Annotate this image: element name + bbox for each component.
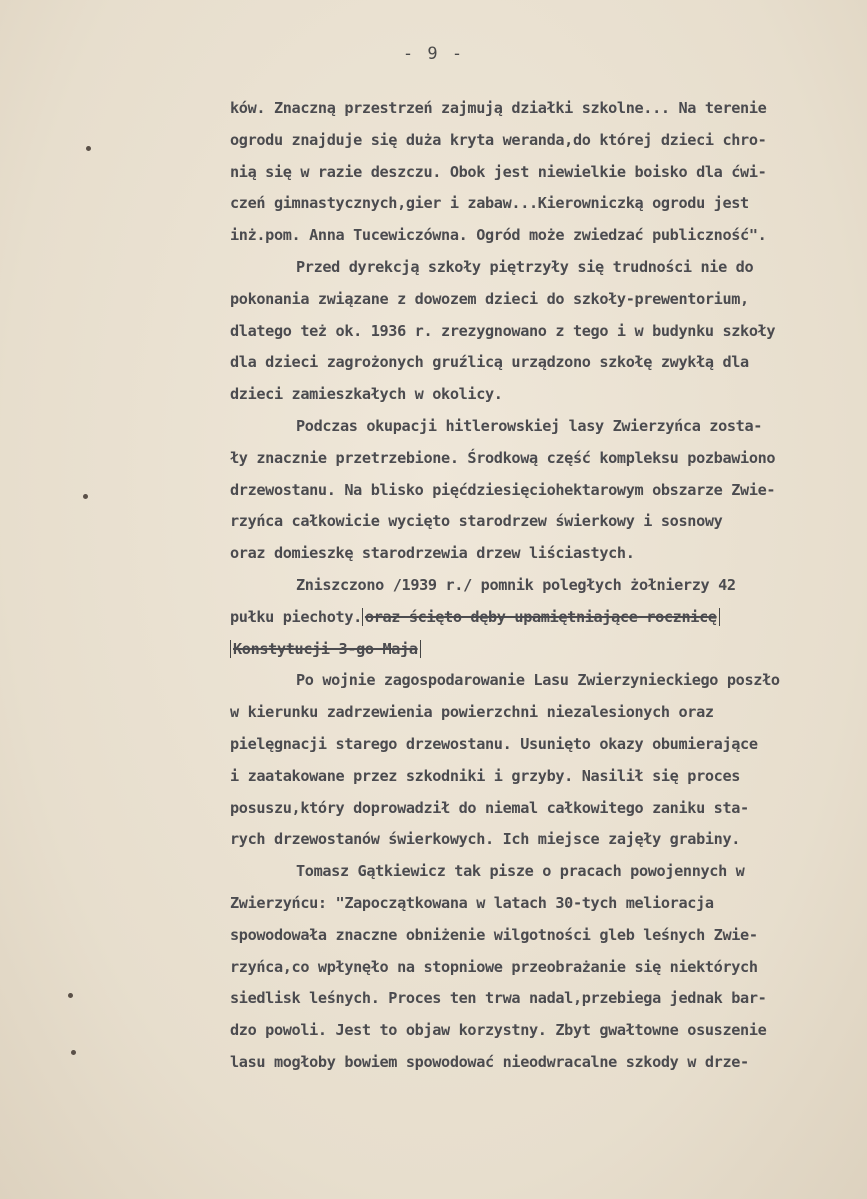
text-line (230, 729, 860, 761)
text-line (230, 1047, 860, 1079)
line-text: ków. Znaczną przestrzeń zajmują działki szkolne... Na terenie (230, 99, 767, 117)
line-text: pułku piechoty. (230, 607, 362, 626)
text-line (230, 157, 860, 189)
line-text: drzewostanu. Na blisko pięćdziesięciohektarowym obszarze Zwie- (230, 480, 776, 499)
line-text: ogrodu znajduje się duża kryta weranda,do której dzieci chro- (230, 130, 767, 149)
line-text: oraz domieszkę starodrzewia drzew liściastych. (230, 544, 635, 563)
text-line (230, 284, 860, 316)
punch-hole (71, 1050, 76, 1055)
punch-hole (86, 146, 91, 151)
text-line (230, 983, 860, 1015)
line-text: Po wojnie zagospodarowanie Lasu Zwierzynieckiego poszło (296, 671, 780, 690)
struck-through-text: oraz ścięto dęby upamiętniające rocznicę (362, 608, 720, 626)
line-text: dzo powoli. Jest to objaw korzystny. Zbyt gwałtowne osuszenie (230, 1021, 767, 1040)
text-line (230, 506, 860, 538)
text-line (230, 634, 860, 666)
text-line (230, 570, 860, 602)
text-line (230, 347, 860, 379)
page-number: - 9 - (402, 44, 465, 64)
text-line (230, 665, 860, 697)
line-text: Przed dyrekcją szkoły piętrzyły się trudności nie do (296, 257, 754, 276)
text-line (230, 888, 860, 920)
line-text: ły znacznie przetrzebione. Środkową część kompleksu pozbawiono (230, 448, 776, 467)
punch-hole (83, 494, 88, 499)
line-text: rzyńca całkowicie wycięto starodrzew świerkowy i sosnowy (230, 512, 723, 531)
text-line (230, 475, 860, 507)
line-text: czeń gimnastycznych,gier i zabaw...Kierowniczką ogrodu jest (230, 194, 749, 213)
text-line (230, 602, 860, 634)
text-line (230, 538, 860, 570)
line-text: dla dzieci zagrożonych gruźlicą urządzono szkołę zwykłą dla (230, 353, 749, 372)
line-text: lasu mogłoby bowiem spowodować nieodwracalne szkody w drze- (230, 1052, 749, 1071)
text-line (230, 761, 860, 793)
line-text: dzieci zamieszkałych w okolicy. (230, 385, 503, 404)
text-line (230, 188, 860, 220)
line-text: inż.pom. Anna Tucewiczówna. Ogród może zwiedzać publiczność". (230, 226, 767, 245)
text-line (230, 856, 860, 888)
text-line (230, 1015, 860, 1047)
text-line (230, 316, 860, 348)
text-line (230, 443, 860, 475)
text-line (230, 824, 860, 856)
line-text: Zniszczono /1939 r./ pomnik poległych żołnierzy 42 (296, 575, 736, 594)
text-line (230, 697, 860, 729)
line-text: Tomasz Gątkiewicz tak pisze o pracach powojennych w (296, 862, 745, 881)
line-text: nią się w razie deszczu. Obok jest niewielkie boisko dla ćwi- (230, 162, 767, 181)
line-text: dlatego też ok. 1936 r. zrezygnowano z tego i w budynku szkoły (230, 321, 776, 340)
line-text: posuszu,który doprowadził do niemal całkowitego zaniku sta- (230, 798, 749, 817)
line-text: siedlisk leśnych. Proces ten trwa nadal,przebiega jednak bar- (230, 989, 767, 1008)
line-text: Zwierzyńcu: "Zapoczątkowana w latach 30-tych melioracja (230, 893, 714, 912)
punch-hole (68, 993, 73, 998)
line-text: rych drzewostanów świerkowych. Ich miejsce zajęły grabiny. (230, 830, 741, 849)
line-text: pielęgnacji starego drzewostanu. Usunięto okazy obumierające (230, 734, 758, 753)
text-line (230, 220, 860, 252)
text-line (230, 252, 860, 284)
text-line (230, 93, 860, 125)
text-line (230, 920, 860, 952)
line-text: rzyńca,co wpłynęło na stopniowe przeobrażanie się niektórych (230, 957, 758, 976)
text-line (230, 952, 860, 984)
line-text: w kierunku zadrzewienia powierzchni niezalesionych oraz (230, 703, 714, 722)
text-line (230, 379, 860, 411)
typed-text (230, 93, 860, 1079)
line-text: spowodowała znaczne obniżenie wilgotności gleb leśnych Zwie- (230, 925, 758, 944)
line-text: i zaatakowane przez szkodniki i grzyby. Nasilił się proces (230, 766, 741, 785)
text-line (230, 793, 860, 825)
struck-through-text: Konstytucji 3-go Maja (230, 640, 421, 658)
text-line (230, 411, 860, 443)
text-line (230, 125, 860, 157)
line-text: pokonania związane z dowozem dzieci do szkoły-prewentorium, (230, 289, 749, 308)
line-text: Podczas okupacji hitlerowskiej lasy Zwierzyńca zosta- (296, 416, 763, 435)
